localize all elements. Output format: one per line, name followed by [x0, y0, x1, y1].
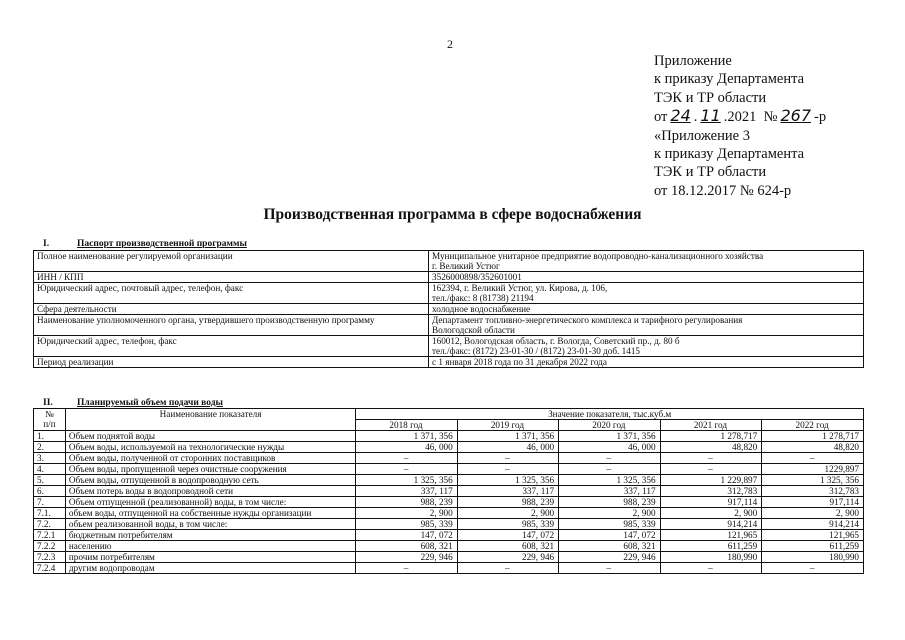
row-number: 7.2.3 — [34, 552, 66, 563]
passport-value-line: тел./факс: 8 (81738) 21194 — [432, 293, 534, 303]
section-title: Паспорт производственной программы — [77, 239, 247, 249]
date-dot: . — [693, 109, 698, 126]
row-name: другим водопроводам — [65, 563, 355, 574]
passport-value — [429, 336, 864, 357]
row-value: 1 371, 356 — [356, 431, 457, 442]
row-value: 985, 339 — [356, 519, 457, 530]
row-value: 2, 900 — [660, 508, 762, 519]
row-value: 337, 117 — [559, 486, 660, 497]
passport-label: Сфера деятельности — [34, 304, 429, 315]
year-header-cell: 2019 год — [457, 420, 558, 431]
table-row — [34, 453, 864, 464]
passport-row — [34, 357, 864, 368]
water-volume-table — [33, 408, 864, 574]
row-name: Объем поднятой воды — [65, 431, 355, 442]
row-value: – — [356, 563, 457, 574]
row-number: 1. — [34, 431, 66, 442]
row-value: 121,965 — [660, 530, 762, 541]
row-value: – — [457, 563, 558, 574]
handwritten-order-number: 267 — [780, 106, 812, 126]
table-row — [34, 464, 864, 475]
passport-value-line: Вологодской области — [432, 325, 515, 335]
row-name: населению — [65, 541, 355, 552]
row-value: 121,965 — [762, 530, 864, 541]
passport-value — [429, 304, 864, 315]
date-prefix: от — [654, 109, 668, 126]
header-no: № — [45, 409, 54, 419]
row-value: 1 325, 356 — [762, 475, 864, 486]
row-value: 988, 239 — [457, 497, 558, 508]
appendix-block — [654, 52, 826, 200]
row-value: 917,114 — [660, 497, 762, 508]
row-value: 1 229,897 — [660, 475, 762, 486]
row-value: 1 371, 356 — [457, 431, 558, 442]
row-value: – — [559, 453, 660, 464]
row-value: 914,214 — [762, 519, 864, 530]
row-value: 1229,897 — [762, 464, 864, 475]
row-value: 229, 946 — [559, 552, 660, 563]
row-name: бюджетным потребителям — [65, 530, 355, 541]
section-heading — [43, 239, 247, 249]
appendix-line: от 18.12.2017 № 624-р — [654, 182, 792, 199]
row-value: 2, 900 — [457, 508, 558, 519]
row-value: – — [356, 464, 457, 475]
handwritten-day: 24 — [670, 106, 691, 126]
number-sign: № — [763, 109, 778, 126]
appendix-line: к приказу Департамента — [654, 71, 805, 88]
passport-value — [429, 315, 864, 336]
row-value: – — [762, 563, 864, 574]
passport-value-line: 3526000898/352601001 — [432, 272, 522, 282]
table-header-row — [34, 409, 864, 420]
row-value: 988, 239 — [559, 497, 660, 508]
row-value: 1 325, 356 — [559, 475, 660, 486]
row-value: 608, 321 — [559, 541, 660, 552]
passport-row — [34, 304, 864, 315]
row-value: 608, 321 — [356, 541, 457, 552]
row-value: 988, 239 — [356, 497, 457, 508]
row-value: 1 325, 356 — [356, 475, 457, 486]
table-row — [34, 442, 864, 453]
year-header-cell: 2018 год — [356, 420, 457, 431]
row-value: 2, 900 — [762, 508, 864, 519]
table-row — [34, 552, 864, 563]
passport-label: Период реализации — [34, 357, 429, 368]
passport-row — [34, 336, 864, 357]
row-name: Объем воды, полученной от сторонних поставщиков — [65, 453, 355, 464]
row-number: 6. — [34, 486, 66, 497]
passport-label: Юридический адрес, почтовый адрес, телефон, факс — [34, 283, 429, 304]
appendix-line: «Приложение 3 — [654, 127, 750, 144]
passport-value — [429, 251, 864, 272]
table-row — [34, 563, 864, 574]
date-year: .2021 — [723, 109, 757, 126]
row-value: 1 278,717 — [762, 431, 864, 442]
section-title: Планируемый объем подачи воды — [77, 398, 223, 408]
passport-value — [429, 283, 864, 304]
passport-row — [34, 283, 864, 304]
row-number: 7.2. — [34, 519, 66, 530]
row-value: – — [457, 453, 558, 464]
row-value: 917,114 — [762, 497, 864, 508]
row-value: 46, 000 — [559, 442, 660, 453]
row-value: 608, 321 — [457, 541, 558, 552]
page-number: 2 — [447, 37, 453, 51]
year-header-cell: 2021 год — [660, 420, 762, 431]
row-value: 1 278,717 — [660, 431, 762, 442]
row-value: – — [660, 563, 762, 574]
row-value: 611,259 — [762, 541, 864, 552]
passport-value-line: тел./факс: (8172) 23-01-30 / (8172) 23-01-30 доб. 1415 — [432, 346, 641, 356]
row-value: 1 325, 356 — [457, 475, 558, 486]
row-name: объем реализованной воды, в том числе: — [65, 519, 355, 530]
row-number: 7.1. — [34, 508, 66, 519]
table-row — [34, 431, 864, 442]
row-name: прочим потребителям — [65, 552, 355, 563]
row-value: – — [762, 453, 864, 464]
row-number: 4. — [34, 464, 66, 475]
row-value: 914,214 — [660, 519, 762, 530]
row-name: Объем отпущенной (реализованной) воды, в том числе: — [65, 497, 355, 508]
passport-label: Наименование уполномоченного органа, утвердившего производственную программу — [34, 315, 429, 336]
row-number: 5. — [34, 475, 66, 486]
passport-row — [34, 272, 864, 283]
row-number: 7.2.1 — [34, 530, 66, 541]
row-value: – — [457, 464, 558, 475]
header-cell: Значение показателя, тыс.куб.м — [356, 409, 864, 420]
table-row — [34, 497, 864, 508]
section-heading — [43, 398, 223, 408]
passport-table — [33, 250, 864, 368]
row-number: 2. — [34, 442, 66, 453]
row-value: – — [559, 464, 660, 475]
appendix-line: ТЭК и ТР области — [654, 164, 767, 181]
table-row — [34, 486, 864, 497]
row-name: Объем потерь воды в водопроводной сети — [65, 486, 355, 497]
row-value: 46, 000 — [457, 442, 558, 453]
section-number: II. — [43, 398, 53, 408]
row-value: 147, 072 — [457, 530, 558, 541]
passport-value-line: холодное водоснабжение — [432, 304, 531, 314]
row-number: 7.2.2 — [34, 541, 66, 552]
row-number: 7. — [34, 497, 66, 508]
header-pp: п/п — [43, 419, 56, 429]
passport-value-line: Департамент топливно-энергетического комплекса и тарифного регулирования — [432, 315, 743, 325]
row-value: 48,820 — [762, 442, 864, 453]
row-value: – — [660, 453, 762, 464]
passport-value-line: г. Великий Устюг — [432, 261, 500, 271]
row-value: 337, 117 — [457, 486, 558, 497]
row-value: – — [660, 464, 762, 475]
header-cell: Наименование показателя — [65, 409, 355, 431]
appendix-line: ТЭК и ТР области — [654, 89, 767, 106]
row-value: 985, 339 — [457, 519, 558, 530]
appendix-date-line — [654, 107, 826, 126]
row-value: 229, 946 — [457, 552, 558, 563]
passport-label: Полное наименование регулируемой организации — [34, 251, 429, 272]
row-value: 147, 072 — [559, 530, 660, 541]
document-title: Производственная программа в сфере водоснабжения — [263, 206, 642, 223]
row-value: 147, 072 — [356, 530, 457, 541]
passport-value-line: 160012, Вологодская область, г. Вологда, Советский пр., д. 80 б — [432, 336, 680, 346]
row-value: – — [559, 563, 660, 574]
table-row — [34, 475, 864, 486]
passport-value — [429, 357, 864, 368]
table-row — [34, 530, 864, 541]
row-value: 312,783 — [660, 486, 762, 497]
table-row — [34, 519, 864, 530]
row-number: 3. — [34, 453, 66, 464]
row-value: 2, 900 — [559, 508, 660, 519]
row-name: объем воды, отпущенной на собственные нужды организации — [65, 508, 355, 519]
row-value: 48,820 — [660, 442, 762, 453]
appendix-line: Приложение — [654, 53, 732, 69]
row-value: 46, 000 — [356, 442, 457, 453]
year-header-cell: 2020 год — [559, 420, 660, 431]
passport-value — [429, 272, 864, 283]
row-value: 180,990 — [660, 552, 762, 563]
row-value: 229, 946 — [356, 552, 457, 563]
appendix-line: к приказу Департамента — [654, 146, 805, 163]
row-value: 985, 339 — [559, 519, 660, 530]
row-name: Объем воды, используемой на технологические нужды — [65, 442, 355, 453]
section-number: I. — [43, 239, 50, 249]
table-row — [34, 508, 864, 519]
row-number: 7.2.4 — [34, 563, 66, 574]
year-header-cell: 2022 год — [762, 420, 864, 431]
number-suffix: -р — [814, 109, 827, 126]
passport-value-line: Муниципальное унитарное предприятие водопроводно-канализационного хозяйства — [432, 251, 764, 261]
table-row — [34, 541, 864, 552]
handwritten-month: 11 — [700, 106, 721, 126]
row-value: 180,990 — [762, 552, 864, 563]
passport-row — [34, 251, 864, 272]
row-value: 1 371, 356 — [559, 431, 660, 442]
row-name: Объем воды, пропущенной через очистные сооружения — [65, 464, 355, 475]
row-value: – — [356, 453, 457, 464]
passport-value-line: с 1 января 2018 года по 31 декабря 2022 года — [432, 357, 607, 367]
row-name: Объем воды, отпущенной в водопроводную сеть — [65, 475, 355, 486]
passport-value-line: 162394, г. Великий Устюг, ул. Кирова, д. 106, — [432, 283, 608, 293]
row-value: 337, 117 — [356, 486, 457, 497]
row-value: 2, 900 — [356, 508, 457, 519]
passport-label: ИНН / КПП — [34, 272, 429, 283]
row-value: 312,783 — [762, 486, 864, 497]
passport-label: Юридический адрес, телефон, факс — [34, 336, 429, 357]
header-cell — [34, 409, 66, 431]
row-value: 611,259 — [660, 541, 762, 552]
passport-row — [34, 315, 864, 336]
